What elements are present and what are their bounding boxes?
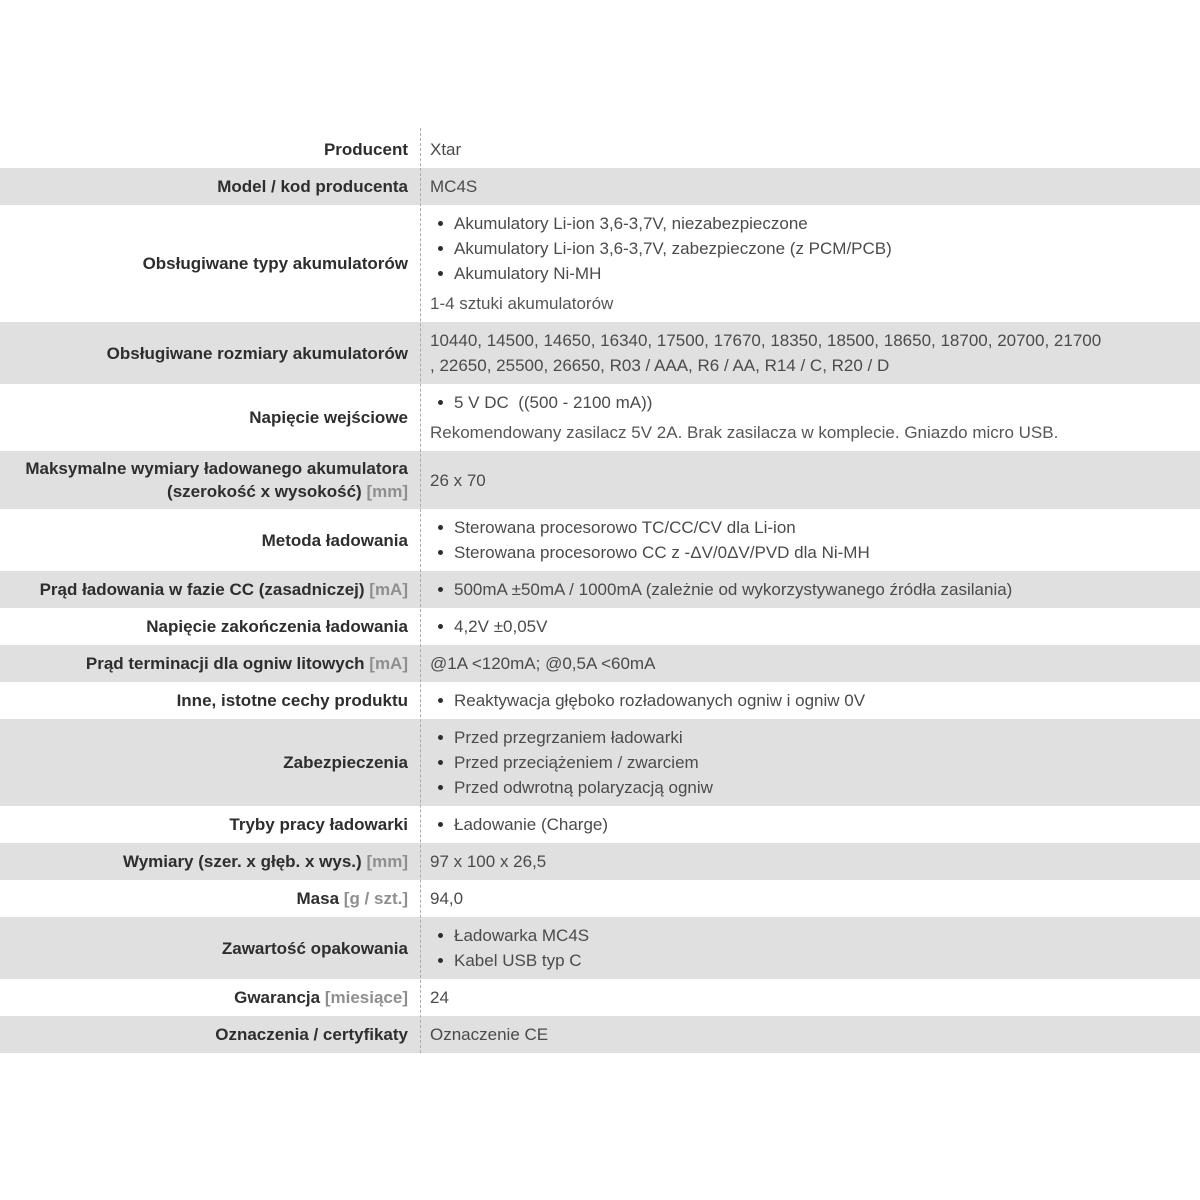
bullet-list — [430, 211, 1186, 286]
row-value — [420, 211, 1200, 316]
bullet-dot-icon — [438, 246, 443, 251]
bullet-list — [430, 725, 1186, 800]
row-value — [420, 812, 1200, 837]
bullet-dot-icon — [438, 698, 443, 703]
bullet-item — [430, 515, 1186, 540]
bullet-item — [430, 390, 1186, 415]
bullet-item — [430, 577, 1186, 602]
row-label-text: Inne, istotne cechy produktu — [176, 691, 408, 710]
row-label — [0, 986, 420, 1009]
row-label-text: Metoda ładowania — [261, 530, 408, 550]
row-label-text: Zabezpieczenia — [283, 753, 408, 772]
bullet-text: Kabel USB typ C — [454, 951, 582, 970]
spec-row — [0, 509, 1200, 571]
row-label — [0, 850, 420, 873]
spec-row — [0, 1016, 1200, 1053]
row-label-text: Masa — [296, 889, 340, 908]
row-label — [0, 813, 420, 836]
row-label-text: Model / kod producenta — [217, 177, 408, 196]
bullet-dot-icon — [438, 958, 443, 963]
bullet-list — [430, 390, 1186, 415]
value-line: Xtar — [430, 140, 462, 159]
bullet-text: Reaktywacja głęboko rozładowanych ogniw i ogniw 0V — [454, 691, 866, 710]
spec-row — [0, 322, 1200, 384]
spec-row — [0, 451, 1200, 509]
value-line: @1A <120mA; @0,5A <60mA — [430, 654, 656, 673]
row-label — [0, 406, 420, 429]
row-value — [420, 174, 1200, 199]
bullet-list — [430, 923, 1186, 973]
row-label-text: Wymiary (szer. x głęb. x wys.) — [122, 852, 362, 871]
bullet-dot-icon — [438, 624, 443, 629]
row-label — [0, 887, 420, 910]
value-note: 1-4 sztuki akumulatorów — [430, 294, 614, 313]
row-label — [0, 342, 420, 365]
row-value — [420, 515, 1200, 565]
spec-row — [0, 205, 1200, 322]
bullet-item — [430, 211, 1186, 236]
bullet-text: Przed przeciążeniem / zwarciem — [454, 753, 699, 772]
row-value — [420, 1022, 1200, 1047]
spec-row — [0, 917, 1200, 979]
row-value — [420, 137, 1200, 162]
row-label — [0, 175, 420, 198]
row-value — [420, 985, 1200, 1010]
bullet-dot-icon — [438, 525, 443, 530]
bullet-item — [430, 948, 1186, 973]
row-label-unit: [mm] — [366, 482, 408, 501]
spec-row — [0, 806, 1200, 843]
bullet-text: 5 V DC ((500 - 2100 mA)) — [454, 393, 653, 412]
row-label — [0, 252, 420, 275]
spec-row — [0, 608, 1200, 645]
row-value — [420, 725, 1200, 800]
row-label-text: Zawartość opakowania — [221, 938, 408, 958]
row-label — [0, 937, 420, 960]
bullet-dot-icon — [438, 785, 443, 790]
row-label-text: Napięcie wejściowe — [249, 408, 408, 427]
row-value — [420, 886, 1200, 911]
value-line: Oznaczenie CE — [430, 1025, 549, 1044]
row-label — [0, 615, 420, 638]
bullet-item — [430, 614, 1186, 639]
row-value — [420, 849, 1200, 874]
bullet-text: Akumulatory Li-ion 3,6-3,7V, niezabezpieczone — [454, 214, 808, 233]
row-value — [420, 468, 1200, 493]
bullet-list — [430, 688, 1186, 713]
row-value — [420, 614, 1200, 639]
bullet-dot-icon — [438, 735, 443, 740]
bullet-text: 500mA ±50mA / 1000mA (zależnie od wykorzystywanego źródła zasilania) — [454, 580, 1013, 599]
row-label-unit: [g / szt.] — [343, 889, 408, 908]
bullet-text: 4,2V ±0,05V — [454, 617, 548, 636]
bullet-list — [430, 515, 1186, 565]
column-divider — [420, 128, 421, 1053]
row-label-text: Obsługiwane typy akumulatorów — [142, 254, 408, 273]
row-label-text: Producent — [323, 140, 408, 159]
row-value — [420, 390, 1200, 445]
bullet-text: Sterowana procesorowo TC/CC/CV dla Li-ion — [454, 518, 796, 537]
row-label — [0, 652, 420, 675]
row-label-text: Gwarancja — [234, 988, 321, 1007]
bullet-item — [430, 688, 1186, 713]
bullet-item — [430, 236, 1186, 261]
bullet-text: Przed odwrotną polaryzacją ogniw — [454, 778, 713, 797]
bullet-list — [430, 614, 1186, 639]
bullet-dot-icon — [438, 822, 443, 827]
row-label-text: Obsługiwane rozmiary akumulatorów — [106, 343, 408, 363]
row-value — [420, 577, 1200, 602]
bullet-text: Ładowarka MC4S — [454, 926, 590, 945]
spec-row — [0, 571, 1200, 608]
value-line: 94,0 — [430, 889, 464, 908]
bullet-dot-icon — [438, 271, 443, 276]
row-label-text: Tryby pracy ładowarki — [229, 815, 408, 834]
row-label — [0, 138, 420, 161]
bullet-text: Sterowana procesorowo CC z -ΔV/0ΔV/PVD dla Ni-MH — [454, 543, 870, 562]
row-value — [420, 923, 1200, 973]
spec-row — [0, 682, 1200, 719]
bullet-item — [430, 750, 1186, 775]
row-label — [0, 751, 420, 774]
bullet-text: Akumulatory Ni-MH — [454, 264, 602, 283]
product-spec-table — [0, 131, 1200, 1053]
spec-row — [0, 384, 1200, 451]
spec-row — [0, 645, 1200, 682]
bullet-text: Akumulatory Li-ion 3,6-3,7V, zabezpieczone (z PCM/PCB) — [454, 239, 892, 258]
bullet-list — [430, 577, 1186, 602]
row-value — [420, 651, 1200, 676]
value-line: 97 x 100 x 26,5 — [430, 852, 547, 871]
row-label-text: Napięcie zakończenia ładowania — [146, 617, 408, 636]
row-label — [0, 529, 420, 552]
value-line: MC4S — [430, 177, 478, 196]
row-value — [420, 688, 1200, 713]
bullet-item — [430, 812, 1186, 837]
spec-row — [0, 843, 1200, 880]
value-line: , 22650, 25500, 26650, R03 / AAA, R6 / AA, R14 / C, R20 / D — [430, 356, 890, 375]
bullet-dot-icon — [438, 587, 443, 592]
bullet-dot-icon — [438, 760, 443, 765]
row-label-text: Prąd ładowania w fazie CC (zasadniczej) — [39, 580, 365, 599]
row-label-unit: [mA] — [369, 580, 408, 599]
row-label-text: Maksymalne wymiary ładowanego akumulatora (szerokość x wysokość) — [25, 459, 408, 501]
spec-row — [0, 979, 1200, 1016]
value-line: 26 x 70 — [430, 470, 486, 490]
bullet-text: Ładowanie (Charge) — [454, 815, 609, 834]
row-label — [0, 689, 420, 712]
spec-row — [0, 719, 1200, 806]
value-note: Rekomendowany zasilacz 5V 2A. Brak zasilacza w komplecie. Gniazdo micro USB. — [430, 423, 1059, 442]
bullet-text: Przed przegrzaniem ładowarki — [454, 728, 683, 747]
spec-row — [0, 880, 1200, 917]
row-label-text: Prąd terminacji dla ogniw litowych — [85, 654, 365, 673]
spec-row — [0, 168, 1200, 205]
row-label-text: Oznaczenia / certyfikaty — [215, 1025, 408, 1044]
bullet-item — [430, 775, 1186, 800]
bullet-item — [430, 540, 1186, 565]
bullet-item — [430, 923, 1186, 948]
bullet-dot-icon — [438, 933, 443, 938]
bullet-item — [430, 261, 1186, 286]
row-label-unit: [mm] — [366, 852, 408, 871]
bullet-dot-icon — [438, 400, 443, 405]
bullet-dot-icon — [438, 550, 443, 555]
row-label-unit: [miesiące] — [324, 988, 408, 1007]
row-label — [0, 578, 420, 601]
row-label-unit: [mA] — [369, 654, 408, 673]
value-line: 10440, 14500, 14650, 16340, 17500, 17670, 18350, 18500, 18650, 18700, 20700, 21700 — [430, 331, 1102, 350]
bullet-item — [430, 725, 1186, 750]
spec-row — [0, 131, 1200, 168]
row-label — [0, 1023, 420, 1046]
bullet-list — [430, 812, 1186, 837]
bullet-dot-icon — [438, 221, 443, 226]
row-label — [0, 457, 420, 503]
row-value — [420, 328, 1200, 378]
value-line: 24 — [430, 988, 449, 1007]
